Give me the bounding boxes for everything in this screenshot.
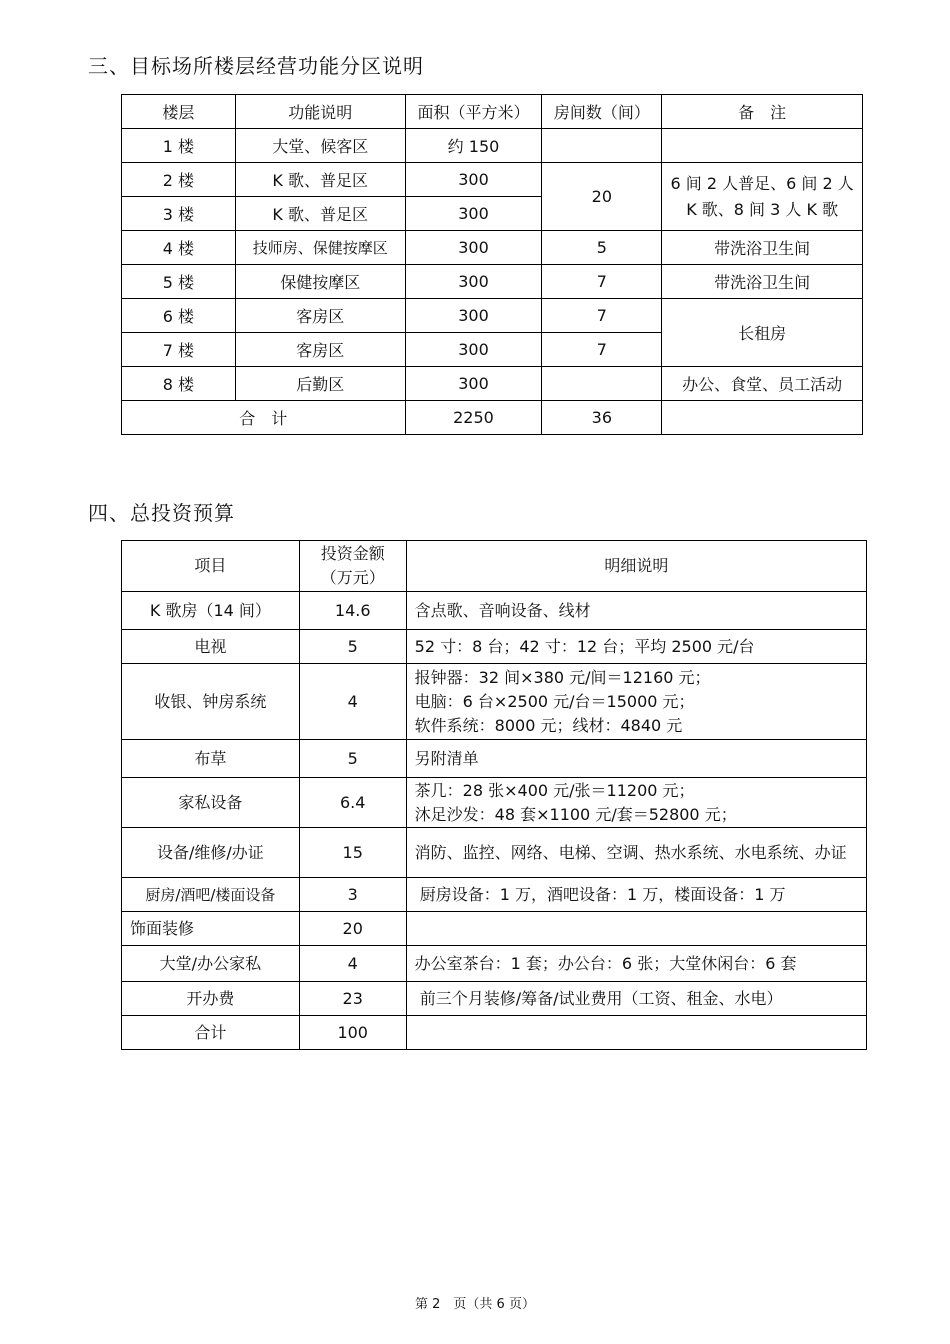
cell-amount: 100 (299, 1016, 406, 1050)
cell-function: 大堂、候客区 (235, 129, 405, 163)
table-row (122, 740, 867, 778)
cell-detail (406, 828, 866, 878)
table-row (122, 163, 863, 197)
cell-function: 保健按摩区 (235, 265, 405, 299)
table-row (122, 982, 867, 1016)
cell-amount: 6.4 (299, 778, 406, 828)
cell-item: K 歌房（14 间） (122, 592, 300, 630)
table-row (122, 664, 867, 740)
cell-area: 300 (405, 231, 542, 265)
detail-line: 办公室茶台：1 套；办公台：6 张；大堂休闲台：6 套 (414, 953, 797, 973)
header-area: 面积（平方米） (405, 95, 542, 129)
cell-area: 300 (405, 367, 542, 401)
cell-detail (406, 630, 866, 664)
header-floor: 楼层 (122, 95, 236, 129)
cell-amount: 5 (299, 630, 406, 664)
cell-item: 饰面装修 (122, 912, 300, 946)
cell-function: 后勤区 (235, 367, 405, 401)
cell-amount: 20 (299, 912, 406, 946)
cell-detail (406, 982, 866, 1016)
cell-item: 厨房/酒吧/楼面设备 (122, 878, 300, 912)
cell-detail (406, 1016, 866, 1050)
cell-item: 电视 (122, 630, 300, 664)
header-amount-line2: （万元） (320, 568, 385, 587)
cell-note (662, 129, 863, 163)
cell-rooms (542, 129, 662, 163)
cell-note: 带洗浴卫生间 (662, 231, 863, 265)
header-rooms: 房间数（间） (542, 95, 662, 129)
cell-rooms-merged: 20 (542, 163, 662, 231)
detail-line: 含点歌、音响设备、线材 (414, 600, 591, 620)
detail-line: 沐足沙发：48 套×1100 元/套＝52800 元； (414, 804, 737, 824)
total-area: 2250 (405, 401, 542, 435)
cell-rooms: 7 (542, 299, 662, 333)
cell-floor: 4 楼 (122, 231, 236, 265)
cell-detail (406, 740, 866, 778)
cell-rooms (542, 367, 662, 401)
cell-floor: 3 楼 (122, 197, 236, 231)
cell-area: 300 (405, 265, 542, 299)
table-row (122, 231, 863, 265)
header-item: 项目 (122, 541, 300, 592)
detail-line: 52 寸：8 台；42 寸：12 台；平均 2500 元/台 (414, 636, 755, 656)
detail-line: 茶几：28 张×400 元/张＝11200 元； (414, 780, 695, 800)
detail-line: 厨房设备：1 万，酒吧设备：1 万，楼面设备：1 万 (414, 884, 786, 904)
cell-floor: 7 楼 (122, 333, 236, 367)
cell-rooms: 7 (542, 265, 662, 299)
table-row (122, 592, 867, 630)
table-row (122, 946, 867, 982)
cell-item: 开办费 (122, 982, 300, 1016)
total-rooms: 36 (542, 401, 662, 435)
cell-note-merged: 长租房 (662, 299, 863, 367)
table-row (122, 828, 867, 878)
detail-line: 软件系统：8000 元；线材：4840 元 (414, 715, 683, 735)
cell-function: 客房区 (235, 299, 405, 333)
cell-item: 收银、钟房系统 (122, 664, 300, 740)
header-detail: 明细说明 (406, 541, 866, 592)
cell-floor: 5 楼 (122, 265, 236, 299)
cell-function: K 歌、普足区 (235, 163, 405, 197)
table-header-row (122, 95, 863, 129)
cell-area: 300 (405, 163, 542, 197)
detail-line: 另附清单 (414, 748, 479, 768)
cell-amount: 4 (299, 946, 406, 982)
cell-item: 布草 (122, 740, 300, 778)
detail-line: 电脑：6 台×2500 元/台＝15000 元； (414, 691, 695, 711)
cell-area: 300 (405, 299, 542, 333)
cell-detail (406, 664, 866, 740)
total-note (662, 401, 863, 435)
table-row (122, 630, 867, 664)
cell-detail (406, 778, 866, 828)
cell-amount: 14.6 (299, 592, 406, 630)
cell-detail (406, 592, 866, 630)
cell-amount: 4 (299, 664, 406, 740)
cell-detail (406, 912, 866, 946)
cell-note: 办公、食堂、员工活动 (662, 367, 863, 401)
cell-item: 设备/维修/办证 (122, 828, 300, 878)
cell-floor: 1 楼 (122, 129, 236, 163)
cell-rooms: 7 (542, 333, 662, 367)
cell-floor: 8 楼 (122, 367, 236, 401)
cell-area: 约 150 (405, 129, 542, 163)
cell-floor: 2 楼 (122, 163, 236, 197)
cell-item: 家私设备 (122, 778, 300, 828)
detail-line: 消防、监控、网络、电梯、空调、热水系统、水电系统、办证 (414, 842, 847, 862)
cell-function: 客房区 (235, 333, 405, 367)
cell-amount: 3 (299, 878, 406, 912)
section3-title: 三、目标场所楼层经营功能分区说明 (88, 54, 424, 78)
header-amount-line1: 投资金额 (320, 544, 385, 563)
floor-function-table (121, 94, 863, 435)
table-row (122, 878, 867, 912)
cell-floor: 6 楼 (122, 299, 236, 333)
total-label: 合 计 (122, 401, 406, 435)
cell-function: K 歌、普足区 (235, 197, 405, 231)
table-total-row (122, 401, 863, 435)
table-row (122, 129, 863, 163)
cell-function: 技师房、保健按摩区 (235, 231, 405, 265)
table-header-row (122, 541, 867, 592)
table-total-row (122, 1016, 867, 1050)
detail-line: 前三个月装修/筹备/试业费用（工资、租金、水电） (414, 988, 783, 1008)
cell-area: 300 (405, 333, 542, 367)
cell-item: 大堂/办公家私 (122, 946, 300, 982)
cell-rooms: 5 (542, 231, 662, 265)
page-footer: 第 2 页（共 6 页） (415, 1297, 535, 1312)
detail-line: 报钟器：32 间×380 元/间＝12160 元； (414, 667, 711, 687)
cell-note: 带洗浴卫生间 (662, 265, 863, 299)
cell-area: 300 (405, 197, 542, 231)
cell-detail (406, 878, 866, 912)
header-amount (299, 541, 406, 592)
header-function: 功能说明 (235, 95, 405, 129)
cell-amount: 5 (299, 740, 406, 778)
cell-note-merged: 6 间 2 人普足、6 间 2 人 K 歌、8 间 3 人 K 歌 (662, 163, 863, 231)
investment-budget-table (121, 540, 867, 1050)
cell-amount: 23 (299, 982, 406, 1016)
cell-detail (406, 946, 866, 982)
table-row (122, 265, 863, 299)
cell-amount: 15 (299, 828, 406, 878)
header-note: 备 注 (662, 95, 863, 129)
table-row (122, 299, 863, 333)
table-row (122, 367, 863, 401)
cell-item: 合计 (122, 1016, 300, 1050)
table-row (122, 778, 867, 828)
section4-title: 四、总投资预算 (88, 501, 235, 525)
table-row (122, 912, 867, 946)
